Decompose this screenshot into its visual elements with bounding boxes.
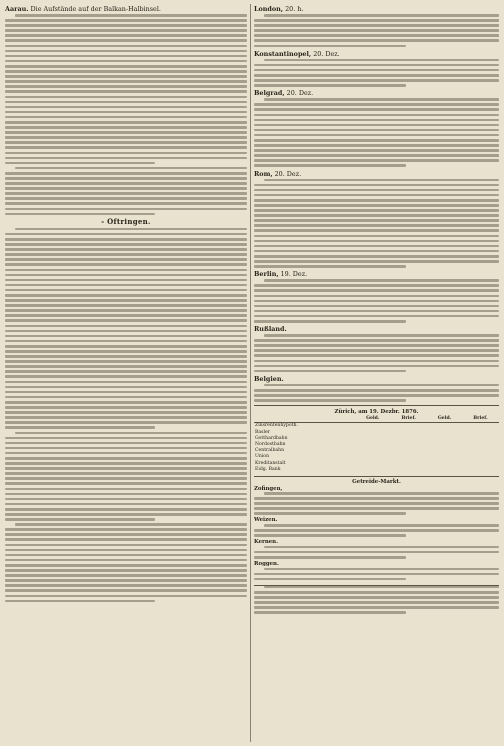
text-line [5,365,247,368]
article-block-r1 [254,14,499,47]
text-line [254,502,499,505]
text-line [254,149,499,152]
text-line [5,528,247,531]
text-line [254,556,406,559]
dateline-belgrad [254,89,499,97]
text-line [254,389,499,392]
price-table-header: Brief. [462,416,499,423]
grain-market-section: Kernen. [254,539,278,546]
text-line [264,384,499,387]
text-line [5,136,247,139]
dateline-russland [254,325,499,333]
text-line [5,299,247,302]
text-line [5,111,247,114]
price-table-header: Geld. [355,416,390,423]
text-line [5,513,247,516]
text-line [5,243,247,246]
text-line [254,245,499,248]
text-line [254,295,499,298]
text-line [5,116,247,119]
text-line [5,146,247,149]
price-row-value [462,423,499,430]
text-line [5,19,247,22]
text-line [5,355,247,358]
dateline-rest: 19. Dez. [280,270,308,279]
text-line [254,144,499,147]
text-line [5,554,247,557]
grain-market-box [254,476,499,586]
text-line [5,335,247,338]
text-line [254,573,499,576]
text-line [5,202,247,205]
text-line [254,497,499,500]
text-line [5,197,247,200]
text-line [254,235,499,238]
text-line [5,549,247,552]
text-line [5,75,247,78]
text-line [264,334,499,337]
text-line [5,192,247,195]
text-line [254,305,499,308]
text-line [254,310,499,313]
text-line [254,129,499,132]
text-line [254,224,499,227]
article-block-2 [5,167,247,215]
text-line [5,101,247,104]
text-line [254,134,499,137]
text-line [254,349,499,352]
text-line [5,396,247,399]
text-line [5,60,247,63]
text-line [254,114,499,117]
text-line [5,345,247,348]
text-line [254,219,499,222]
text-line [5,579,247,582]
text-line [15,432,247,435]
article-block-r6 [254,334,499,372]
text-line [5,304,247,307]
price-table-body [254,423,499,473]
text-line [15,14,247,17]
text-line [5,533,247,536]
text-line [254,34,499,37]
article-block-r3 [254,98,499,167]
text-line [254,189,499,192]
article-block-r8 [254,586,499,614]
dateline-aarau-balkan [5,5,247,13]
text-line [264,492,499,495]
text-line [5,442,247,445]
text-line [254,611,406,614]
text-line [5,55,247,58]
article-block-4 [5,432,247,521]
grain-market-place: Zofingen, [254,485,283,492]
text-line [5,447,247,450]
text-line [254,164,406,167]
price-row-name: Eidg. Bank [255,466,281,472]
right-column [254,4,499,616]
text-line [254,534,406,537]
text-line [5,325,247,328]
text-line [5,121,247,124]
text-line [5,253,247,256]
text-line [5,559,247,562]
text-line [254,265,406,268]
text-line [5,569,247,572]
price-row-value [355,467,390,473]
text-line [5,309,247,312]
section-rule [254,405,499,406]
article-block-r5 [254,279,499,322]
text-line [5,482,247,485]
text-line [264,279,499,282]
text-line [254,119,499,122]
text-line [254,320,406,323]
text-line [254,139,499,142]
text-line [254,204,499,207]
price-table-header [254,416,355,423]
text-line [5,208,247,211]
text-line [254,578,406,581]
text-line [5,457,247,460]
text-line [264,568,499,571]
text-line [5,131,247,134]
left-column [5,4,247,605]
text-line [5,319,247,322]
price-row-value [462,467,499,473]
text-line [5,472,247,475]
dateline-place: Belgien. [254,374,284,383]
text-line [5,157,247,160]
text-line [254,199,499,202]
text-line [254,315,499,318]
text-line [5,411,247,414]
price-row-value [355,423,390,430]
text-line [264,179,499,182]
dateline-berlin [254,270,499,278]
text-line [5,330,247,333]
text-line [5,462,247,465]
text-line [254,214,499,217]
text-line [5,503,247,506]
dateline-place: Berlin, [254,270,279,279]
text-line [254,45,406,48]
text-line [5,182,247,185]
dateline-place: Belgrad, [254,89,285,98]
text-line [254,103,499,106]
grain-market-section: Weizen. [254,517,278,524]
text-line [5,141,247,144]
text-line [5,263,247,266]
text-line [254,344,499,347]
text-line [5,126,247,129]
text-line [254,289,499,292]
text-line [5,187,247,190]
text-line [5,508,247,511]
price-table-header: Geld. [427,416,462,423]
text-line [5,213,155,216]
text-line [5,289,247,292]
text-line [5,538,247,541]
text-line [254,551,499,554]
text-line [254,596,499,599]
dateline-konstantinopel [254,50,499,58]
text-line [254,250,499,253]
text-line [5,248,247,251]
text-line [5,39,247,42]
text-line [254,260,499,263]
text-line [254,601,499,604]
article-block-3 [5,228,247,429]
text-line [5,269,247,272]
text-line [254,399,406,402]
price-row-value [390,423,427,430]
text-line [254,370,406,373]
text-line [5,401,247,404]
text-line [254,154,499,157]
text-line [254,591,499,594]
dateline-place: Konstantinopel, [254,49,312,58]
price-row-name: Kreditanstalt [255,460,286,466]
text-line [264,59,499,62]
dateline-rest: Die Aufstände auf der Balkan-Halbinsel. [30,5,161,13]
price-table-header: Brief. [390,416,427,423]
text-line [5,279,247,282]
text-line [5,96,247,99]
text-line [5,564,247,567]
text-line [5,574,247,577]
price-row-name: Basler [255,429,270,435]
text-line [5,70,247,73]
grain-market-title: Getreide-Markt. [352,479,401,486]
article-block-r2 [254,59,499,87]
text-line [254,229,499,232]
grain-market-text-3 [254,546,499,559]
text-line [264,546,499,549]
text-line [5,65,247,68]
text-line [254,194,499,197]
text-line [264,98,499,101]
article-block-1 [5,14,247,164]
price-row-value [427,467,462,473]
text-line [254,159,499,162]
text-line [5,45,247,48]
text-line [254,512,406,515]
price-row-name: Zinsrentenhypoth. [255,423,298,429]
text-line [254,365,499,368]
text-line [5,477,247,480]
price-table-title: Zürich, am 19. Dezbr. 1876. [334,408,419,415]
text-line [5,50,247,53]
text-line [5,294,247,297]
text-line [5,233,247,236]
article-block-5 [5,523,247,602]
text-line [5,90,247,93]
text-line [5,386,247,389]
text-line [5,238,247,241]
price-row-name: Nordostbahn [255,442,286,447]
dateline-rest: 20. Dez. [286,89,314,98]
text-line [5,162,155,165]
text-line [5,452,247,455]
text-line [254,84,406,87]
grain-market-text-1 [254,492,499,515]
text-line [5,370,247,373]
text-line [5,437,247,440]
text-line [254,108,499,111]
price-row-name: Centralbahn [255,448,285,454]
price-table-header-row [254,416,499,423]
text-line [5,314,247,317]
text-line [254,69,499,72]
text-line [5,488,247,491]
text-line [254,24,499,27]
text-line [5,80,247,83]
grain-market-section: Roggen. [254,561,279,568]
text-line [5,172,247,175]
text-line [5,284,247,287]
text-line [5,595,247,598]
dateline-place: London, [254,5,284,13]
text-line [5,106,247,109]
price-row-name: Gotthardbahn [255,435,288,441]
dateline-place: Rom, [254,169,273,178]
price-table [254,416,499,473]
article-block-r4 [254,179,499,268]
text-line [254,529,499,532]
text-line [5,274,247,277]
column-divider [250,4,251,742]
text-line [254,354,499,357]
text-line [5,350,247,353]
dateline-rest: 20. Dez. [274,169,302,178]
text-line [5,152,247,155]
text-line [5,34,247,37]
grain-market-text-4 [254,568,499,581]
text-line [5,24,247,27]
article-block-r7 [254,384,499,402]
price-table-row [254,423,499,430]
dateline-rest: 20. Dez. [313,49,340,58]
text-line [5,381,247,384]
text-line [254,19,499,22]
text-line [5,375,247,378]
text-line [5,493,247,496]
text-line [5,421,247,424]
text-line [264,524,499,527]
text-line [5,360,247,363]
text-line [5,406,247,409]
dateline-place: Rußland. [254,325,287,334]
text-line [5,391,247,394]
text-line [5,258,247,261]
text-line [254,240,499,243]
text-line [5,467,247,470]
text-line [254,394,499,397]
text-line [264,586,499,589]
text-line [254,74,499,77]
text-line [254,79,499,82]
text-line [254,64,499,67]
text-line [5,589,247,592]
text-line [5,518,155,521]
dateline-rest: 20. h. [285,5,304,13]
text-line [254,300,499,303]
text-line [254,360,499,363]
text-line [254,29,499,32]
text-line [264,14,499,17]
heading-oftringen: - Oftringen. [101,216,151,226]
price-row-value [427,423,462,430]
dateline-london [254,5,499,13]
text-line [254,255,499,258]
text-line [5,426,155,429]
dateline-place: Aarau. [5,5,29,13]
dateline-belgien [254,375,499,383]
text-line [5,29,247,32]
text-line [254,606,499,609]
text-line [15,167,247,170]
text-line [5,584,247,587]
text-line [5,177,247,180]
dateline-rom [254,170,499,178]
text-line [254,124,499,127]
text-line [254,507,499,510]
grain-market-text-2 [254,524,499,537]
text-line [5,544,247,547]
text-line [254,209,499,212]
text-line [5,416,247,419]
text-line [254,284,499,287]
price-row-name: Union [255,454,270,460]
text-line [254,39,499,42]
price-table-row [254,467,499,473]
text-line [254,339,499,342]
text-line [254,184,499,187]
text-line [15,523,247,526]
text-line [5,85,247,88]
price-row-value [390,467,427,473]
text-line [5,340,247,343]
text-line [5,498,247,501]
text-line [15,228,247,231]
text-line [5,600,155,603]
